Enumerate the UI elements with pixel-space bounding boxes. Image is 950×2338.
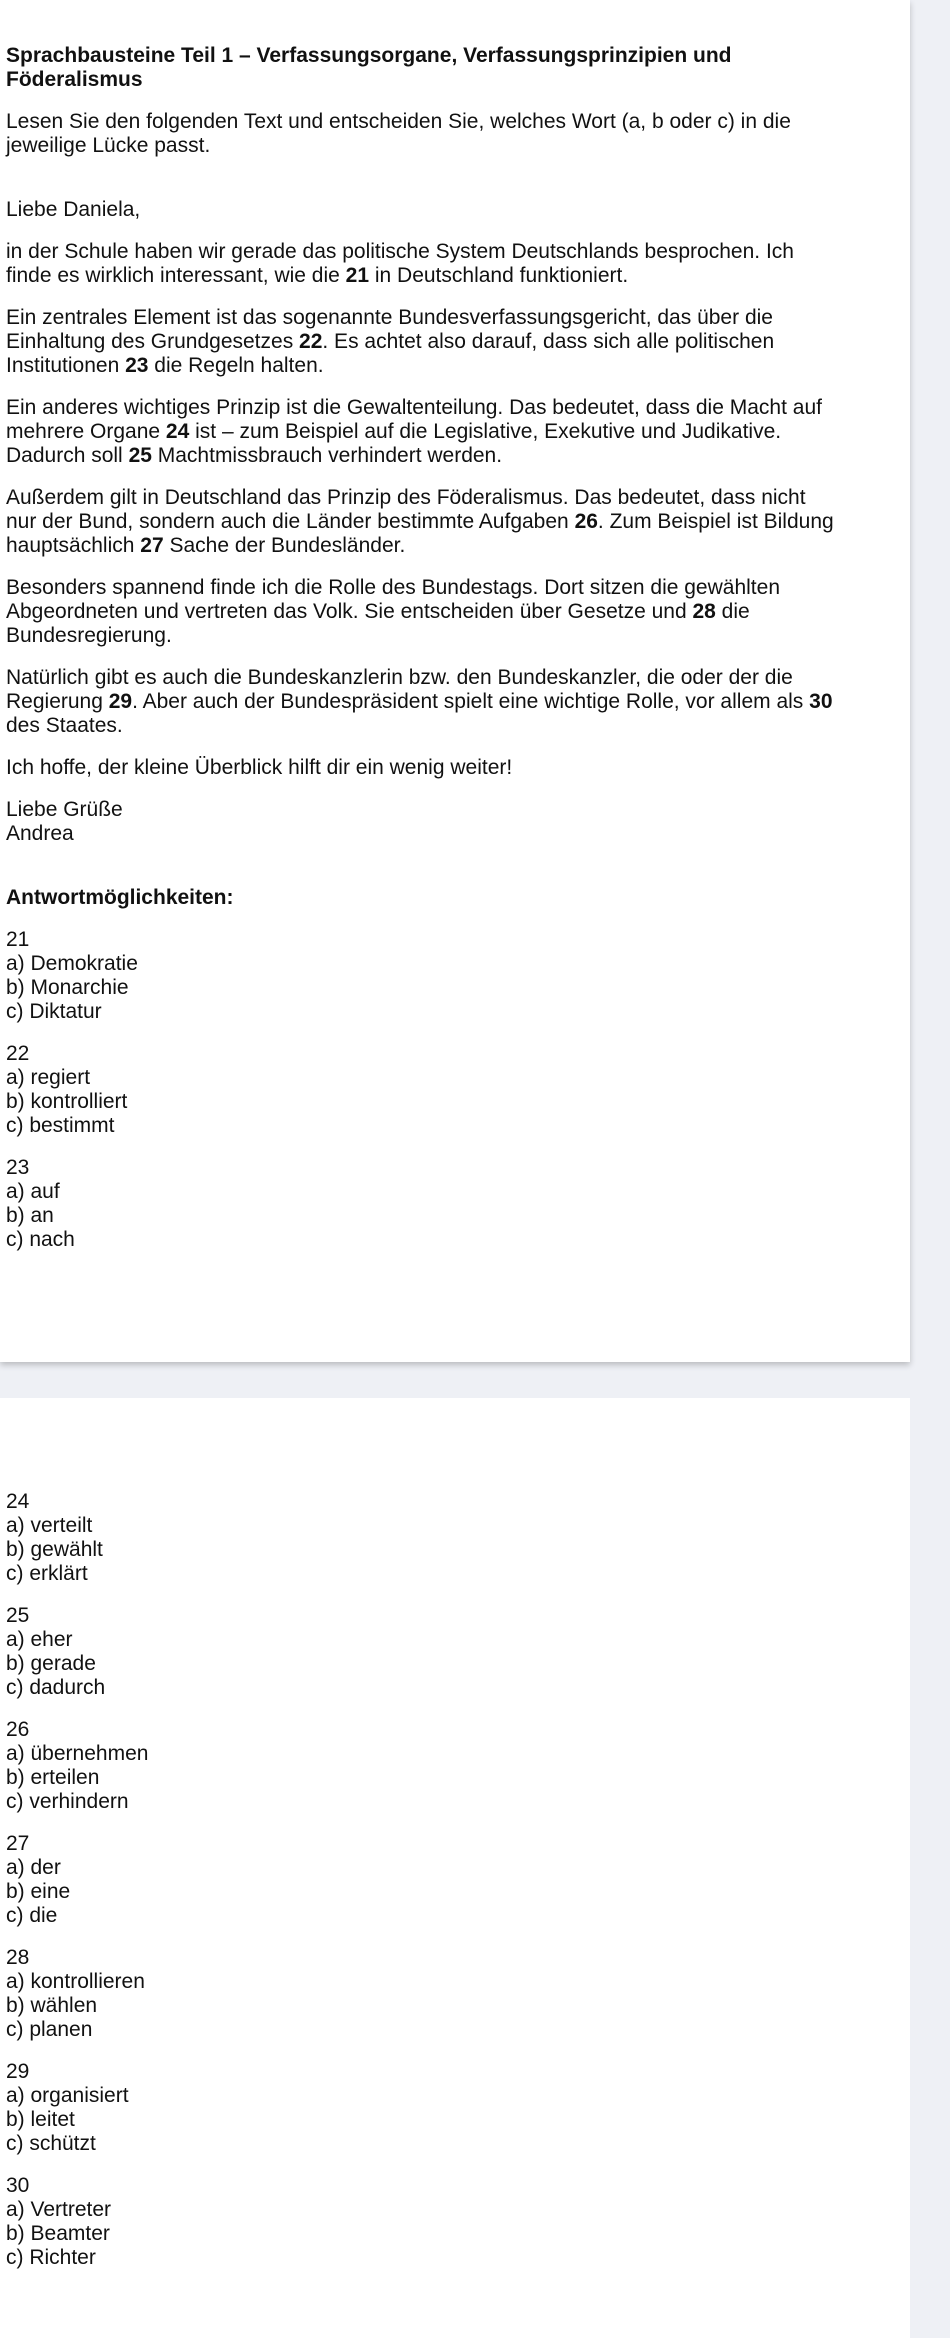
answer-option: c) schützt bbox=[6, 2132, 96, 2155]
answer-option: a) der bbox=[6, 1856, 61, 1879]
answer-option: a) kontrollieren bbox=[6, 1970, 145, 1993]
letter-paragraph-4: Außerdem gilt in Deutschland das Prinzip des Föderalismus. Das bedeutet, dass nicht nur der Bund, sondern auch die Länder bestimmte Aufgaben 26. Zum Beispiel ist Bildung hauptsächlich 27 Sache der Bundesländer. bbox=[6, 486, 834, 557]
page-2-content bbox=[6, 1490, 836, 2288]
answer-option: c) Richter bbox=[6, 2246, 96, 2269]
question-block bbox=[6, 2060, 836, 2156]
letter-paragraph-2: Ein zentrales Element ist das sogenannte Bundesverfassungsgericht, das über die Einhaltung des Grundgesetzes 22. Es achtet also darauf, dass sich alle politischen Institutionen 23 die Regeln halten. bbox=[6, 306, 775, 377]
page-1-content bbox=[6, 44, 836, 1270]
question-block bbox=[6, 928, 836, 1024]
answer-option: b) erteilen bbox=[6, 1766, 100, 1789]
answer-option: c) die bbox=[6, 1904, 58, 1927]
gap-number: 30 bbox=[809, 690, 833, 713]
answer-option: c) nach bbox=[6, 1228, 75, 1251]
answer-option: b) eine bbox=[6, 1880, 71, 1903]
question-block bbox=[6, 2174, 836, 2270]
document-page-2 bbox=[0, 1398, 910, 2338]
answer-option: b) gerade bbox=[6, 1652, 96, 1675]
question-number: 28 bbox=[6, 1946, 30, 1969]
question-block bbox=[6, 1832, 836, 1928]
instruction-text: Lesen Sie den folgenden Text und entscheiden Sie, welches Wort (a, b oder c) in die jeweilige Lücke passt. bbox=[6, 110, 791, 157]
letter-paragraph-5: Besonders spannend finde ich die Rolle des Bundestags. Dort sitzen die gewählten Abgeordneten und vertreten das Volk. Sie entscheiden über Gesetze und 28 die Bundesregierung. bbox=[6, 576, 780, 647]
document-title: Sprachbausteine Teil 1 – Verfassungsorgane, Verfassungsprinzipien und Föderalismus bbox=[6, 44, 732, 91]
answer-option: b) leitet bbox=[6, 2108, 75, 2131]
gap-number: 29 bbox=[108, 690, 133, 713]
answer-option: a) regiert bbox=[6, 1066, 91, 1089]
answer-option: a) eher bbox=[6, 1628, 73, 1651]
letter-greeting: Liebe Daniela, bbox=[6, 198, 141, 221]
question-number: 27 bbox=[6, 1832, 30, 1855]
answer-option: c) erklärt bbox=[6, 1562, 88, 1585]
answers-heading: Antwortmöglichkeiten: bbox=[6, 886, 234, 909]
question-block bbox=[6, 1604, 836, 1700]
question-block bbox=[6, 1718, 836, 1814]
answer-option: c) Diktatur bbox=[6, 1000, 102, 1023]
question-block bbox=[6, 1946, 836, 2042]
answer-option: a) Demokratie bbox=[6, 952, 138, 975]
letter-closing: Liebe Grüße Andrea bbox=[6, 798, 123, 845]
answer-option: a) organisiert bbox=[6, 2084, 129, 2107]
answer-option: b) wählen bbox=[6, 1994, 98, 2017]
question-block bbox=[6, 1156, 836, 1252]
answer-option: a) übernehmen bbox=[6, 1742, 149, 1765]
question-number: 24 bbox=[6, 1490, 30, 1513]
answer-option: b) Monarchie bbox=[6, 976, 129, 999]
gap-number: 28 bbox=[692, 600, 716, 623]
question-number: 29 bbox=[6, 2060, 30, 2083]
letter-paragraph-3: Ein anderes wichtiges Prinzip ist die Gewaltenteilung. Das bedeutet, dass die Macht auf mehrere Organe 24 ist – zum Beispiel auf die Legislative, Exekutive und Judikative. Dadurch soll 25 Machtmissbrauch verhindert werden. bbox=[6, 396, 822, 467]
gap-number: 23 bbox=[125, 354, 149, 377]
gap-number: 22 bbox=[299, 330, 323, 353]
answer-option: c) verhindern bbox=[6, 1790, 129, 1813]
question-number: 26 bbox=[6, 1718, 30, 1741]
answer-option: c) dadurch bbox=[6, 1676, 106, 1699]
gap-number: 26 bbox=[574, 510, 598, 533]
gap-number: 27 bbox=[140, 534, 164, 557]
letter-paragraph-1: in der Schule haben wir gerade das politische System Deutschlands besprochen. Ich finde es wirklich interessant, wie die 21 in Deutschland funktioniert. bbox=[6, 240, 794, 287]
letter-paragraph-6: Natürlich gibt es auch die Bundeskanzlerin bzw. den Bundeskanzler, die oder der die Regierung 29. Aber auch der Bundespräsident spielt eine wichtige Rolle, vor allem als 30 des Staates. bbox=[6, 666, 833, 737]
gap-number: 25 bbox=[128, 444, 152, 467]
question-number: 21 bbox=[6, 928, 30, 951]
question-block bbox=[6, 1490, 836, 1586]
question-block bbox=[6, 1042, 836, 1138]
question-number: 30 bbox=[6, 2174, 30, 2197]
answer-option: a) auf bbox=[6, 1180, 60, 1203]
question-number: 22 bbox=[6, 1042, 30, 1065]
question-number: 25 bbox=[6, 1604, 30, 1627]
letter-signature: Andrea bbox=[6, 822, 74, 845]
gap-number: 24 bbox=[165, 420, 190, 443]
answer-option: b) kontrolliert bbox=[6, 1090, 128, 1113]
gap-number: 21 bbox=[345, 264, 370, 287]
answer-option: a) Vertreter bbox=[6, 2198, 112, 2221]
answer-option: b) Beamter bbox=[6, 2222, 110, 2245]
answer-option: c) bestimmt bbox=[6, 1114, 115, 1137]
answer-option: b) an bbox=[6, 1204, 54, 1227]
answer-option: b) gewählt bbox=[6, 1538, 103, 1561]
answer-option: a) verteilt bbox=[6, 1514, 93, 1537]
question-number: 23 bbox=[6, 1156, 30, 1179]
letter-paragraph-7: Ich hoffe, der kleine Überblick hilft dir ein wenig weiter! bbox=[6, 756, 513, 779]
answer-option: c) planen bbox=[6, 2018, 93, 2041]
